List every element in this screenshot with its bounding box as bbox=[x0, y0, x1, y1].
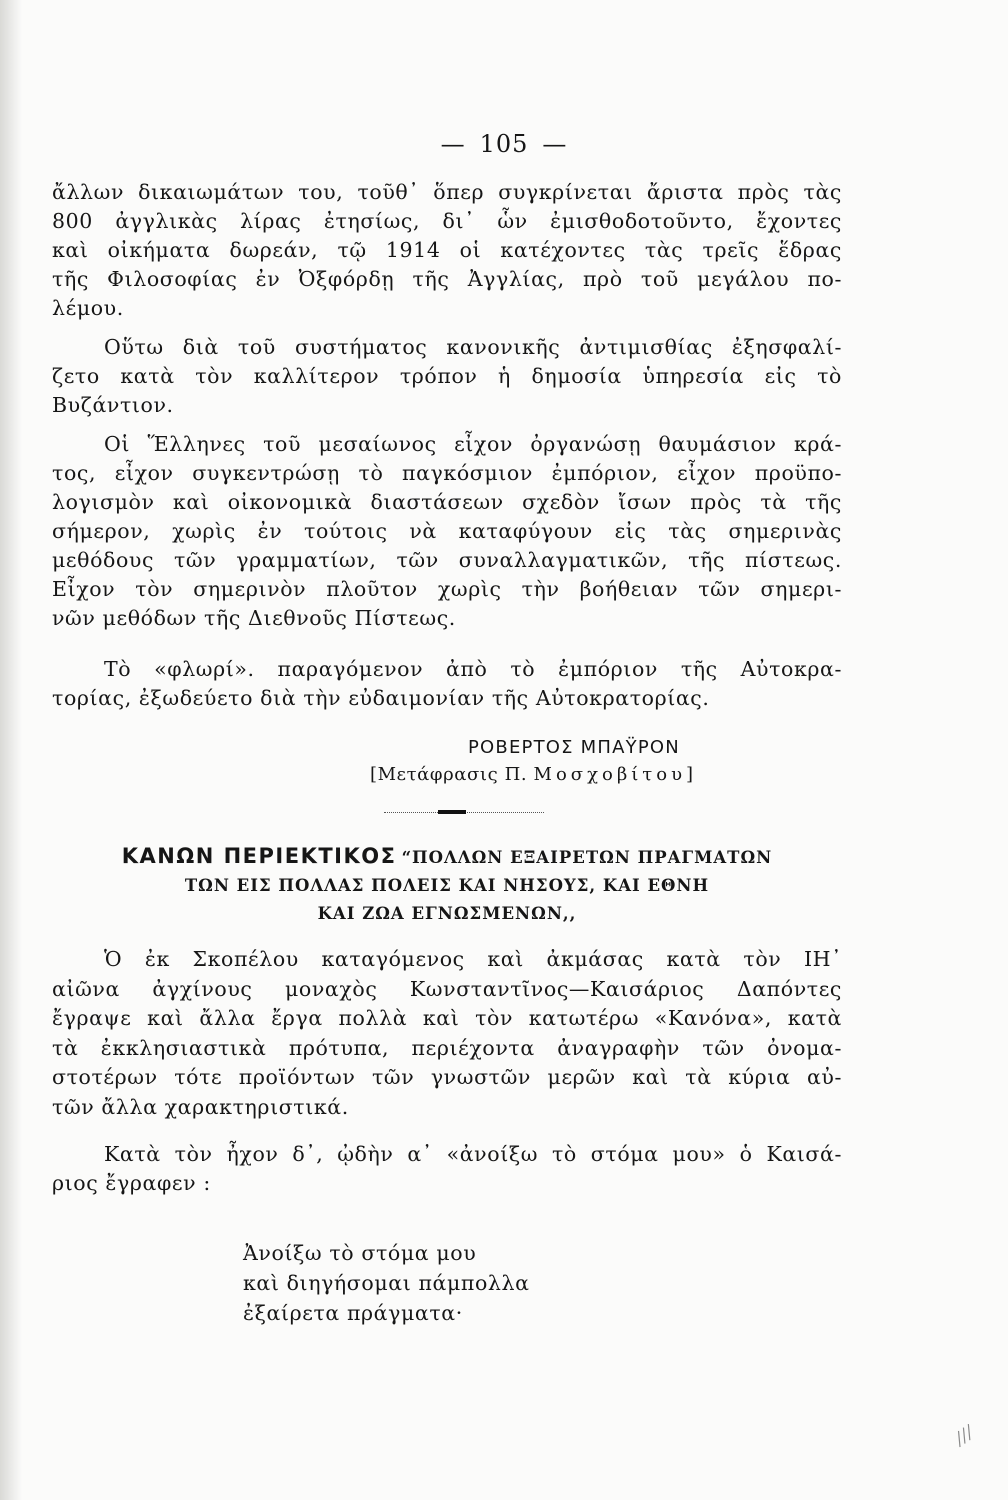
heading-title-sans: ΚΑΝΩΝ ΠΕΡΙΕΚΤΙΚΟΣ bbox=[121, 844, 397, 868]
paragraph-public-service bbox=[52, 333, 842, 420]
separator-bar bbox=[438, 810, 466, 814]
paragraph-florin bbox=[52, 655, 842, 713]
text-line: λέμου. bbox=[52, 296, 124, 320]
text-line: λογισμὸν καὶ οἰκονομικὰ διαστάσεων σχεδὸν ἴσων πρὸς τὰ τῆς bbox=[52, 490, 842, 514]
heading-title-serif: “ΠΟΛΛΩΝ ΕΞΑΙΡΕΤΩΝ ΠΡΑΓΜΑΤΩΝ bbox=[401, 848, 773, 867]
heading-line: ΚΑΙ ΖΩΑ ΕΓΝΩΣΜΕΝΩΝ,, bbox=[317, 904, 577, 923]
text-line: τορίας, ἐξωδεύετο διὰ τὴν εὐδαιμονίαν τῆς Αὐτοκρατορίας. bbox=[52, 686, 710, 710]
page-number: — 105 — bbox=[440, 130, 568, 158]
text-line: νῶν μεθόδων τῆς Διεθνοῦς Πίστεως. bbox=[52, 606, 456, 630]
verse-block bbox=[243, 1238, 663, 1328]
text-line: Κατὰ τὸν ἦχον δ᾽, ᾠδὴν α᾽ «ἀνοίξω τὸ στόμα μου» ὁ Καισά- bbox=[104, 1142, 842, 1166]
paragraph-tone bbox=[52, 1140, 842, 1198]
section-heading bbox=[52, 842, 842, 928]
text-line: τος, εἶχον συγκεντρώσῃ τὸ παγκόσμιον ἐμπόριον, εἶχον προϋπο- bbox=[52, 461, 842, 485]
signature-author: ΡΟΒΕΡΤΟΣ ΜΠΑΫΡΟΝ bbox=[468, 737, 680, 758]
text-line: Βυζάντιον. bbox=[52, 393, 174, 417]
heading-line bbox=[52, 842, 842, 872]
text-line: ζετο κατὰ τὸν καλλίτερον τρόπον ἡ δημοσία ὑπηρεσία εἰς τὸ bbox=[52, 364, 842, 388]
text-line: τῶν ἄλλα χαρακτηριστικά. bbox=[52, 1094, 349, 1119]
text-line: Οὕτω διὰ τοῦ συστήματος κανονικῆς ἀντιμισθίας ἐξησφαλί- bbox=[104, 335, 842, 359]
verse-line: Ἀνοίξω τὸ στόμα μου bbox=[243, 1241, 477, 1265]
page-number-value: 105 bbox=[479, 130, 529, 158]
signature-block bbox=[370, 735, 840, 789]
text-line: ἄλλων δικαιωμάτων του, τοῦθ᾽ ὅπερ συγκρίνεται ἄριστα πρὸς τὰς bbox=[52, 180, 842, 204]
paragraph-rights-salaries bbox=[52, 178, 842, 323]
text-line: σήμερον, χωρὶς ἐν τούτοις νὰ καταφύγουν εἰς τὰς σημερινὰς bbox=[52, 519, 842, 543]
text-line: 800 ἀγγλικὰς λίρας ἐτησίως, δι᾽ ὧν ἐμισθοδοτοῦντο, ἔχοντες bbox=[52, 209, 842, 233]
text-line: μεθόδους τῶν γραμματίων, τῶν συναλλαγματικῶν, τῆς πίστεως. bbox=[52, 548, 842, 572]
text-line: στοτέρων τότε προϊόντων τῶν γνωστῶν μερῶν καὶ τὰ κύρια αὐ- bbox=[52, 1065, 842, 1089]
text-line: Οἱ Ἕλληνες τοῦ μεσαίωνος εἶχον ὀργανώσῃ θαυμάσιον κρά- bbox=[104, 432, 842, 456]
translation-prefix: [Μετάφρασις Π. bbox=[370, 764, 528, 785]
text-line: Τὸ «φλωρί». παραγόμενον ἀπὸ τὸ ἐμπόριον τῆς Αὐτοκρα- bbox=[104, 657, 842, 681]
signature-translation bbox=[370, 761, 840, 789]
text-line: τὰ ἐκκλησιαστικὰ πρότυπα, περιέχοντα ἀναγραφὴν τῶν ὀνομα- bbox=[52, 1035, 842, 1060]
text-line: Εἶχον τὸν σημερινὸν πλοῦτον χωρὶς τὴν βοήθειαν τῶν σημερι- bbox=[52, 577, 842, 601]
paragraph-medieval-greeks bbox=[52, 430, 842, 633]
page-edge-shadow bbox=[0, 0, 22, 1500]
verse-line: ἐξαίρετα πράγματα· bbox=[243, 1301, 463, 1325]
text-line: Ὁ ἐκ Σκοπέλου καταγόμενος καὶ ἀκμάσας κατὰ τὸν ΙΗ᾽ bbox=[104, 947, 842, 971]
text-line: ἔγραψε καὶ ἄλλα ἔργα πολλὰ καὶ τὸν κατωτέρω «Κανόνα», κατὰ bbox=[52, 1006, 842, 1030]
pencil-mark-icon bbox=[948, 1419, 982, 1452]
text-line: ριος ἔγραφεν : bbox=[52, 1171, 211, 1195]
translator-surname: Μοσχοβίτου] bbox=[533, 764, 698, 785]
verse-line: καὶ διηγήσομαι πάμπολλα bbox=[243, 1271, 530, 1295]
text-line: αἰῶνα ἀγχίνους μοναχὸς Κωνσταντῖνος—Καισάριος Δαπόντες bbox=[52, 976, 842, 1001]
section-separator bbox=[384, 810, 544, 816]
text-line: τῆς Φιλοσοφίας ἐν Ὀξφόρδῃ τῆς Ἀγγλίας, πρὸ τοῦ μεγάλου πο- bbox=[52, 267, 842, 291]
paragraph-dapontes bbox=[52, 945, 842, 1122]
text-line: καὶ οἰκήματα δωρεάν, τῷ 1914 οἱ κατέχοντες τὰς τρεῖς ἕδρας bbox=[52, 238, 842, 262]
heading-line: ΤΩΝ ΕΙΣ ΠΟΛΛΑΣ ΠΟΛΕΙΣ ΚΑΙ ΝΗΣΟΥΣ, ΚΑΙ ΕΘΝΗ bbox=[184, 876, 710, 895]
